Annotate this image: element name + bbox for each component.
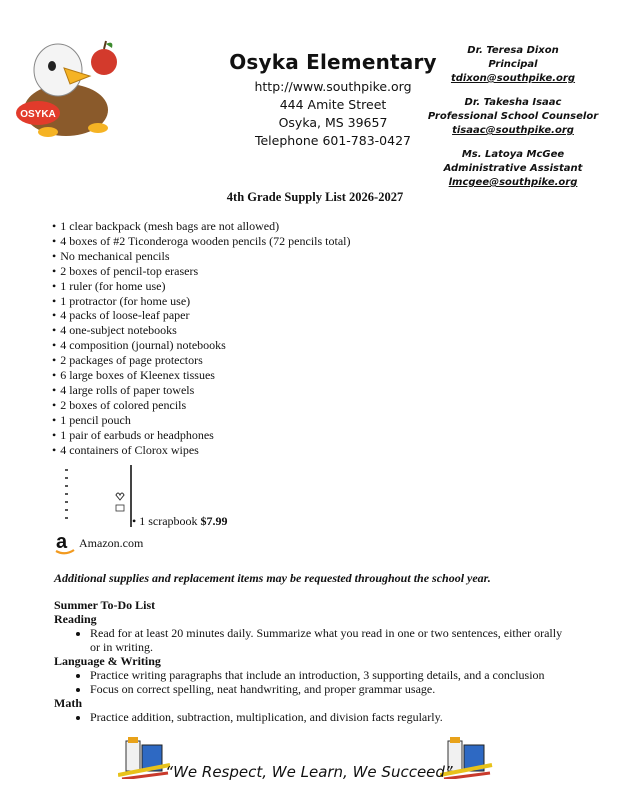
staff-role: Professional School Counselor [427, 111, 599, 122]
list-item: • 2 packages of page protectors [52, 353, 351, 368]
list-item: • 4 boxes of #2 Ticonderoga wooden pencils (72 pencils total) [52, 234, 351, 249]
list-item: • Practice writing paragraphs that include an introduction, 3 supporting details, and a conclusion [90, 668, 574, 682]
reading-list [54, 626, 574, 654]
supplies-note: Additional supplies and replacement items may be requested throughout the school year. [54, 571, 491, 585]
summer-todo-section [54, 598, 574, 724]
list-item: • 1 pencil pouch [52, 413, 351, 428]
scrapbook-item: • 1 scrapbook $7.99 [132, 514, 228, 528]
list-item: • No mechanical pencils [52, 249, 351, 264]
staff-role: Administrative Assistant [443, 163, 583, 174]
staff-email-link[interactable]: lmcgee@southpike.org [448, 177, 578, 188]
staff-assistant [418, 148, 608, 190]
school-motto: “We Respect, We Learn, We Succeed” [165, 763, 453, 781]
staff-email-link[interactable]: tisaac@southpike.org [452, 125, 574, 136]
list-item: • 6 large boxes of Kleenex tissues [52, 368, 351, 383]
staff-name: Dr. Teresa Dixon [467, 45, 559, 56]
list-item: • 1 pair of earbuds or headphones [52, 428, 351, 443]
scrapbook-price: $7.99 [200, 514, 228, 528]
logo-text: OSYKA [20, 109, 56, 120]
list-item: • 1 ruler (for home use) [52, 279, 351, 294]
list-item: • 4 containers of Clorox wipes [52, 443, 351, 458]
staff-counselor [418, 96, 608, 138]
subject-reading: Reading [54, 612, 97, 626]
store-name: Amazon.com [79, 536, 144, 550]
summer-heading: Summer To-Do List [54, 598, 156, 612]
staff-principal [418, 44, 608, 86]
list-item: • Focus on correct spelling, neat handwriting, and proper grammar usage. [90, 682, 574, 696]
staff-email-link[interactable]: tdixon@southpike.org [450, 73, 576, 84]
amazon-icon [54, 530, 76, 556]
street-address: 444 Amite Street [279, 97, 387, 112]
supply-list [52, 219, 351, 458]
list-item: • 4 packs of loose-leaf paper [52, 308, 351, 323]
list-item: • 1 clear backpack (mesh bags are not allowed) [52, 219, 351, 234]
svg-text:a: a [56, 531, 68, 553]
scrapbook-image [64, 465, 132, 527]
list-item: • 4 one-subject notebooks [52, 323, 351, 338]
writing-list [54, 668, 574, 696]
website-link[interactable]: http://www.southpike.org [254, 79, 412, 94]
list-item: • 2 boxes of pencil-top erasers [52, 264, 351, 279]
supply-list-title: 4th Grade Supply List 2026-2027 [226, 190, 404, 204]
staff-role: Principal [488, 59, 538, 70]
telephone: Telephone 601-783-0427 [254, 133, 411, 148]
staff-contacts [418, 44, 608, 200]
list-item: • 4 composition (journal) notebooks [52, 338, 351, 353]
math-list [54, 710, 574, 724]
city-address: Osyka, MS 39657 [278, 115, 388, 130]
subject-math: Math [54, 696, 82, 710]
school-address-block [218, 78, 448, 150]
staff-name: Dr. Takesha Isaac [464, 97, 562, 108]
list-item: • 2 boxes of colored pencils [52, 398, 351, 413]
subject-language-writing: Language & Writing [54, 654, 161, 668]
list-item: • 1 protractor (for home use) [52, 294, 351, 309]
school-name: Osyka Elementary [229, 50, 437, 74]
list-item: • 4 large rolls of paper towels [52, 383, 351, 398]
list-item: • Practice addition, subtraction, multiplication, and division facts regularly. [90, 710, 574, 724]
scrapbook-label: 1 scrapbook [139, 514, 198, 528]
list-item: • Read for at least 20 minutes daily. Summarize what you read in one or two sentences, either orally or in writing. [90, 626, 574, 654]
staff-name: Ms. Latoya McGee [461, 149, 565, 160]
eagle-mascot-logo [8, 18, 130, 140]
